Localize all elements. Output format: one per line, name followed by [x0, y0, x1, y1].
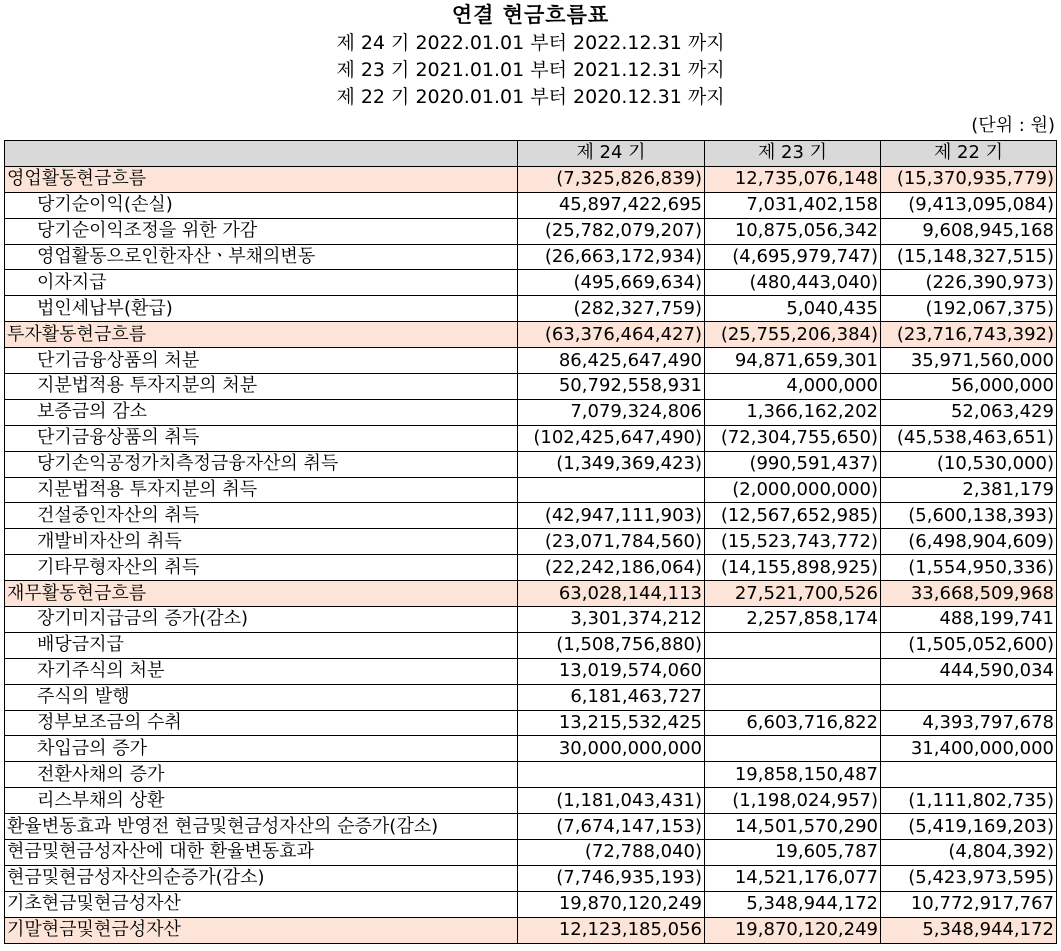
row-label: 건설중인자산의 취득: [5, 503, 518, 529]
table-row: [5, 503, 1057, 529]
value-period-23: 6,603,716,822: [705, 710, 881, 736]
row-label: 현금및현금성자산에 대한 환율변동효과: [5, 840, 518, 866]
table-row: [5, 917, 1057, 943]
value-period-23: (4,695,979,747): [705, 244, 881, 270]
value-period-22: (5,600,138,393): [881, 503, 1057, 529]
table-row: [5, 658, 1057, 684]
value-period-22: (5,423,973,595): [881, 865, 1057, 891]
value-period-22: (1,554,950,336): [881, 555, 1057, 581]
row-label: 영업활동으로인한자산ㆍ부채의변동: [5, 244, 518, 270]
value-period-24: (7,674,147,153): [518, 814, 705, 840]
period-line-23: 제 23 기 2021.01.01 부터 2021.12.31 까지: [336, 59, 725, 81]
value-period-23: 14,501,570,290: [705, 814, 881, 840]
value-period-22: 2,381,179: [881, 477, 1057, 503]
value-period-24: (22,242,186,064): [518, 555, 705, 581]
row-label: 개발비자산의 취득: [5, 529, 518, 555]
row-label: 배당금지급: [5, 632, 518, 658]
table-row: [5, 218, 1057, 244]
value-period-22: 52,063,429: [881, 399, 1057, 425]
value-period-22: (9,413,095,084): [881, 192, 1057, 218]
value-period-23: [705, 658, 881, 684]
value-period-22: 35,971,560,000: [881, 348, 1057, 374]
table-row: [5, 632, 1057, 658]
value-period-23: 7,031,402,158: [705, 192, 881, 218]
value-period-24: 3,301,374,212: [518, 607, 705, 633]
value-period-24: (26,663,172,934): [518, 244, 705, 270]
column-header-item: [5, 141, 518, 167]
value-period-22: (6,498,904,609): [881, 529, 1057, 555]
table-row: [5, 840, 1057, 866]
value-period-23: 19,605,787: [705, 840, 881, 866]
value-period-22: 488,199,741: [881, 607, 1057, 633]
table-body: [5, 166, 1057, 943]
value-period-23: (12,567,652,985): [705, 503, 881, 529]
value-period-24: 12,123,185,056: [518, 917, 705, 943]
value-period-22: (192,067,375): [881, 296, 1057, 322]
row-label: 재무활동현금흐름: [5, 581, 518, 607]
value-period-23: (480,443,040): [705, 270, 881, 296]
value-period-24: (72,788,040): [518, 840, 705, 866]
value-period-22: (45,538,463,651): [881, 425, 1057, 451]
value-period-22: 56,000,000: [881, 374, 1057, 400]
value-period-22: (15,148,327,515): [881, 244, 1057, 270]
value-period-22: (4,804,392): [881, 840, 1057, 866]
value-period-23: (72,304,755,650): [705, 425, 881, 451]
value-period-24: 45,897,422,695: [518, 192, 705, 218]
table-row: [5, 865, 1057, 891]
row-label: 당기손익공정가치측정금융자산의 취득: [5, 451, 518, 477]
table-row: [5, 425, 1057, 451]
value-period-24: 7,079,324,806: [518, 399, 705, 425]
value-period-24: 50,792,558,931: [518, 374, 705, 400]
table-header-row: [5, 141, 1057, 167]
value-period-22: (10,530,000): [881, 451, 1057, 477]
table-row: [5, 581, 1057, 607]
value-period-23: 10,875,056,342: [705, 218, 881, 244]
value-period-22: 10,772,917,767: [881, 891, 1057, 917]
value-period-24: 86,425,647,490: [518, 348, 705, 374]
row-label: 당기순이익조정을 위한 가감: [5, 218, 518, 244]
row-label: 지분법적용 투자지분의 취득: [5, 477, 518, 503]
value-period-24: 19,870,120,249: [518, 891, 705, 917]
value-period-22: 4,393,797,678: [881, 710, 1057, 736]
value-period-23: 1,366,162,202: [705, 399, 881, 425]
row-label: 투자활동현금흐름: [5, 322, 518, 348]
statement-title: 연결 현금흐름표: [451, 3, 610, 27]
row-label: 지분법적용 투자지분의 처분: [5, 374, 518, 400]
table-row: [5, 710, 1057, 736]
value-period-22: 5,348,944,172: [881, 917, 1057, 943]
row-label: 단기금융상품의 처분: [5, 348, 518, 374]
value-period-23: 27,521,700,526: [705, 581, 881, 607]
table-row: [5, 814, 1057, 840]
table-row: [5, 374, 1057, 400]
table-row: [5, 166, 1057, 192]
value-period-22: (23,716,743,392): [881, 322, 1057, 348]
value-period-22: [881, 762, 1057, 788]
cash-flow-table: [4, 140, 1057, 944]
table-row: [5, 270, 1057, 296]
row-label: 자기주식의 처분: [5, 658, 518, 684]
value-period-23: (15,523,743,772): [705, 529, 881, 555]
value-period-24: 63,028,144,113: [518, 581, 705, 607]
value-period-22: 9,608,945,168: [881, 218, 1057, 244]
row-label: 보증금의 감소: [5, 399, 518, 425]
value-period-24: (1,508,756,880): [518, 632, 705, 658]
value-period-22: 31,400,000,000: [881, 736, 1057, 762]
value-period-24: (25,782,079,207): [518, 218, 705, 244]
value-period-24: (1,349,369,423): [518, 451, 705, 477]
row-label: 주식의 발행: [5, 684, 518, 710]
row-label: 당기순이익(손실): [5, 192, 518, 218]
table-row: [5, 607, 1057, 633]
row-label: 기초현금및현금성자산: [5, 891, 518, 917]
column-header-period-24: 제 24 기: [518, 141, 705, 167]
value-period-23: (1,198,024,957): [705, 788, 881, 814]
table-row: [5, 296, 1057, 322]
value-period-23: (14,155,898,925): [705, 555, 881, 581]
table-row: [5, 451, 1057, 477]
value-period-23: 5,348,944,172: [705, 891, 881, 917]
value-period-22: (226,390,973): [881, 270, 1057, 296]
row-label: 단기금융상품의 취득: [5, 425, 518, 451]
period-line-22: 제 22 기 2020.01.01 부터 2020.12.31 까지: [336, 86, 725, 108]
row-label: 기타무형자산의 취득: [5, 555, 518, 581]
value-period-24: (23,071,784,560): [518, 529, 705, 555]
table-row: [5, 788, 1057, 814]
table-row: [5, 399, 1057, 425]
value-period-22: (5,419,169,203): [881, 814, 1057, 840]
value-period-23: [705, 684, 881, 710]
value-period-22: 33,668,509,968: [881, 581, 1057, 607]
table-row: [5, 192, 1057, 218]
row-label: 이자지급: [5, 270, 518, 296]
value-period-24: [518, 762, 705, 788]
table-row: [5, 762, 1057, 788]
unit-label: (단위 : 원): [971, 115, 1055, 136]
value-period-23: (990,591,437): [705, 451, 881, 477]
column-header-period-23: 제 23 기: [705, 141, 881, 167]
table-row: [5, 684, 1057, 710]
table-row: [5, 477, 1057, 503]
column-header-period-22: 제 22 기: [881, 141, 1057, 167]
period-line-24: 제 24 기 2022.01.01 부터 2022.12.31 까지: [336, 32, 725, 54]
value-period-24: (7,325,826,839): [518, 166, 705, 192]
value-period-24: (1,181,043,431): [518, 788, 705, 814]
value-period-24: 13,019,574,060: [518, 658, 705, 684]
value-period-23: 2,257,858,174: [705, 607, 881, 633]
row-label: 환율변동효과 반영전 현금및현금성자산의 순증가(감소): [5, 814, 518, 840]
value-period-22: (1,505,052,600): [881, 632, 1057, 658]
value-period-24: (63,376,464,427): [518, 322, 705, 348]
table-row: [5, 529, 1057, 555]
value-period-23: [705, 632, 881, 658]
table-row: [5, 348, 1057, 374]
row-label: 장기미지급금의 증가(감소): [5, 607, 518, 633]
value-period-22: (1,111,802,735): [881, 788, 1057, 814]
row-label: 전환사채의 증가: [5, 762, 518, 788]
value-period-22: [881, 684, 1057, 710]
table-row: [5, 322, 1057, 348]
row-label: 리스부채의 상환: [5, 788, 518, 814]
value-period-23: 5,040,435: [705, 296, 881, 322]
table-row: [5, 736, 1057, 762]
value-period-23: (2,000,000,000): [705, 477, 881, 503]
row-label: 현금및현금성자산의순증가(감소): [5, 865, 518, 891]
value-period-24: [518, 477, 705, 503]
row-label: 영업활동현금흐름: [5, 166, 518, 192]
value-period-22: 444,590,034: [881, 658, 1057, 684]
value-period-23: (25,755,206,384): [705, 322, 881, 348]
row-label: 기말현금및현금성자산: [5, 917, 518, 943]
value-period-24: 30,000,000,000: [518, 736, 705, 762]
value-period-23: 4,000,000: [705, 374, 881, 400]
value-period-23: 94,871,659,301: [705, 348, 881, 374]
value-period-23: 14,521,176,077: [705, 865, 881, 891]
value-period-24: (102,425,647,490): [518, 425, 705, 451]
value-period-24: 6,181,463,727: [518, 684, 705, 710]
row-label: 차입금의 증가: [5, 736, 518, 762]
value-period-23: 19,858,150,487: [705, 762, 881, 788]
row-label: 정부보조금의 수취: [5, 710, 518, 736]
table-row: [5, 244, 1057, 270]
value-period-24: (42,947,111,903): [518, 503, 705, 529]
value-period-23: 19,870,120,249: [705, 917, 881, 943]
table-row: [5, 555, 1057, 581]
table-row: [5, 891, 1057, 917]
value-period-24: (495,669,634): [518, 270, 705, 296]
value-period-24: (282,327,759): [518, 296, 705, 322]
value-period-23: [705, 736, 881, 762]
value-period-22: (15,370,935,779): [881, 166, 1057, 192]
value-period-24: 13,215,532,425: [518, 710, 705, 736]
value-period-24: (7,746,935,193): [518, 865, 705, 891]
row-label: 법인세납부(환급): [5, 296, 518, 322]
value-period-23: 12,735,076,148: [705, 166, 881, 192]
